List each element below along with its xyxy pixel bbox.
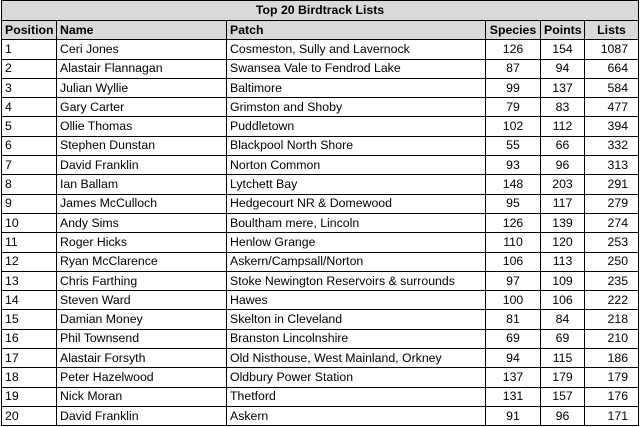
cell-lists: 210 (585, 329, 639, 348)
cell-species: 100 (486, 291, 541, 310)
cell-position: 7 (2, 156, 57, 175)
table-body (2, 40, 639, 426)
cell-points: 137 (541, 78, 585, 97)
cell-patch: Hawes (227, 291, 486, 310)
cell-position: 10 (2, 213, 57, 232)
cell-name: Alastair Forsyth (57, 349, 227, 368)
cell-lists: 279 (585, 194, 639, 213)
cell-patch: Hedgecourt NR & Domewood (227, 194, 486, 213)
cell-position: 5 (2, 117, 57, 136)
cell-points: 96 (541, 406, 585, 425)
cell-patch: Henlow Grange (227, 233, 486, 252)
cell-lists: 477 (585, 98, 639, 117)
table-row (2, 40, 639, 59)
cell-lists: 179 (585, 368, 639, 387)
cell-points: 117 (541, 194, 585, 213)
cell-name: Ian Ballam (57, 175, 227, 194)
cell-lists: 332 (585, 136, 639, 155)
cell-patch: Askern (227, 406, 486, 425)
table-row (2, 291, 639, 310)
cell-patch: Grimston and Shoby (227, 98, 486, 117)
cell-points: 96 (541, 156, 585, 175)
cell-lists: 1087 (585, 40, 639, 59)
cell-species: 79 (486, 98, 541, 117)
table-row (2, 213, 639, 232)
cell-species: 102 (486, 117, 541, 136)
cell-position: 14 (2, 291, 57, 310)
cell-position: 19 (2, 387, 57, 406)
cell-patch: Lytchett Bay (227, 175, 486, 194)
cell-patch: Old Nisthouse, West Mainland, Orkney (227, 349, 486, 368)
cell-points: 109 (541, 271, 585, 290)
cell-name: Stephen Dunstan (57, 136, 227, 155)
cell-name: Damian Money (57, 310, 227, 329)
table-row (2, 329, 639, 348)
cell-lists: 222 (585, 291, 639, 310)
table-row (2, 156, 639, 175)
cell-lists: 176 (585, 387, 639, 406)
table-row (2, 136, 639, 155)
cell-name: Ryan McClarence (57, 252, 227, 271)
table-row (2, 349, 639, 368)
header-patch: Patch (227, 21, 486, 40)
cell-lists: 313 (585, 156, 639, 175)
cell-patch: Boultham mere, Lincoln (227, 213, 486, 232)
cell-points: 106 (541, 291, 585, 310)
cell-position: 20 (2, 406, 57, 425)
cell-name: Ceri Jones (57, 40, 227, 59)
cell-species: 99 (486, 78, 541, 97)
cell-name: Andy Sims (57, 213, 227, 232)
cell-patch: Oldbury Power Station (227, 368, 486, 387)
cell-name: Julian Wyllie (57, 78, 227, 97)
table-row (2, 194, 639, 213)
table-row (2, 78, 639, 97)
table-row (2, 98, 639, 117)
cell-species: 95 (486, 194, 541, 213)
table-row (2, 117, 639, 136)
cell-lists: 584 (585, 78, 639, 97)
cell-name: Phil Townsend (57, 329, 227, 348)
cell-name: Ollie Thomas (57, 117, 227, 136)
cell-position: 1 (2, 40, 57, 59)
cell-position: 8 (2, 175, 57, 194)
cell-points: 115 (541, 349, 585, 368)
table-row (2, 233, 639, 252)
cell-lists: 394 (585, 117, 639, 136)
cell-position: 12 (2, 252, 57, 271)
table-row (2, 175, 639, 194)
table-title: Top 20 Birdtrack Lists (2, 1, 639, 21)
cell-lists: 291 (585, 175, 639, 194)
cell-species: 126 (486, 40, 541, 59)
cell-position: 3 (2, 78, 57, 97)
cell-patch: Blackpool North Shore (227, 136, 486, 155)
cell-name: Nick Moran (57, 387, 227, 406)
header-species: Species (486, 21, 541, 40)
table-row (2, 252, 639, 271)
table-row (2, 310, 639, 329)
cell-position: 16 (2, 329, 57, 348)
cell-position: 15 (2, 310, 57, 329)
cell-lists: 218 (585, 310, 639, 329)
cell-points: 203 (541, 175, 585, 194)
cell-name: Gary Carter (57, 98, 227, 117)
table-row (2, 271, 639, 290)
cell-lists: 253 (585, 233, 639, 252)
cell-patch: Stoke Newington Reservoirs & surrounds (227, 271, 486, 290)
cell-species: 81 (486, 310, 541, 329)
cell-species: 106 (486, 252, 541, 271)
cell-species: 110 (486, 233, 541, 252)
cell-name: Peter Hazelwood (57, 368, 227, 387)
cell-position: 18 (2, 368, 57, 387)
cell-name: Roger Hicks (57, 233, 227, 252)
cell-species: 131 (486, 387, 541, 406)
cell-name: James McCulloch (57, 194, 227, 213)
cell-points: 69 (541, 329, 585, 348)
cell-patch: Askern/Campsall/Norton (227, 252, 486, 271)
cell-position: 2 (2, 59, 57, 78)
cell-species: 148 (486, 175, 541, 194)
cell-species: 94 (486, 349, 541, 368)
cell-points: 120 (541, 233, 585, 252)
cell-patch: Cosmeston, Sully and Lavernock (227, 40, 486, 59)
cell-species: 93 (486, 156, 541, 175)
cell-name: Alastair Flannagan (57, 59, 227, 78)
header-points: Points (541, 21, 585, 40)
cell-lists: 250 (585, 252, 639, 271)
cell-points: 94 (541, 59, 585, 78)
cell-position: 6 (2, 136, 57, 155)
cell-species: 55 (486, 136, 541, 155)
cell-points: 83 (541, 98, 585, 117)
cell-name: David Franklin (57, 406, 227, 425)
cell-points: 84 (541, 310, 585, 329)
cell-patch: Branston Lincolnshire (227, 329, 486, 348)
header-name: Name (57, 21, 227, 40)
cell-position: 13 (2, 271, 57, 290)
cell-points: 113 (541, 252, 585, 271)
cell-points: 112 (541, 117, 585, 136)
cell-lists: 171 (585, 406, 639, 425)
cell-patch: Norton Common (227, 156, 486, 175)
cell-points: 154 (541, 40, 585, 59)
cell-position: 4 (2, 98, 57, 117)
cell-name: Steven Ward (57, 291, 227, 310)
cell-patch: Swansea Vale to Fendrod Lake (227, 59, 486, 78)
cell-points: 157 (541, 387, 585, 406)
cell-position: 11 (2, 233, 57, 252)
cell-points: 66 (541, 136, 585, 155)
cell-position: 9 (2, 194, 57, 213)
cell-lists: 235 (585, 271, 639, 290)
cell-lists: 274 (585, 213, 639, 232)
cell-name: David Franklin (57, 156, 227, 175)
cell-points: 139 (541, 213, 585, 232)
cell-name: Chris Farthing (57, 271, 227, 290)
table-row (2, 387, 639, 406)
table-row (2, 406, 639, 425)
cell-patch: Baltimore (227, 78, 486, 97)
cell-patch: Thetford (227, 387, 486, 406)
header-row (2, 21, 639, 40)
cell-species: 97 (486, 271, 541, 290)
cell-patch: Puddletown (227, 117, 486, 136)
cell-patch: Skelton in Cleveland (227, 310, 486, 329)
cell-species: 137 (486, 368, 541, 387)
table-row (2, 59, 639, 78)
cell-lists: 664 (585, 59, 639, 78)
birdtrack-table (1, 0, 639, 426)
header-lists: Lists (585, 21, 639, 40)
cell-points: 179 (541, 368, 585, 387)
cell-species: 87 (486, 59, 541, 78)
cell-lists: 186 (585, 349, 639, 368)
cell-species: 126 (486, 213, 541, 232)
header-position: Position (2, 21, 57, 40)
cell-position: 17 (2, 349, 57, 368)
cell-species: 91 (486, 406, 541, 425)
table-row (2, 368, 639, 387)
cell-species: 69 (486, 329, 541, 348)
